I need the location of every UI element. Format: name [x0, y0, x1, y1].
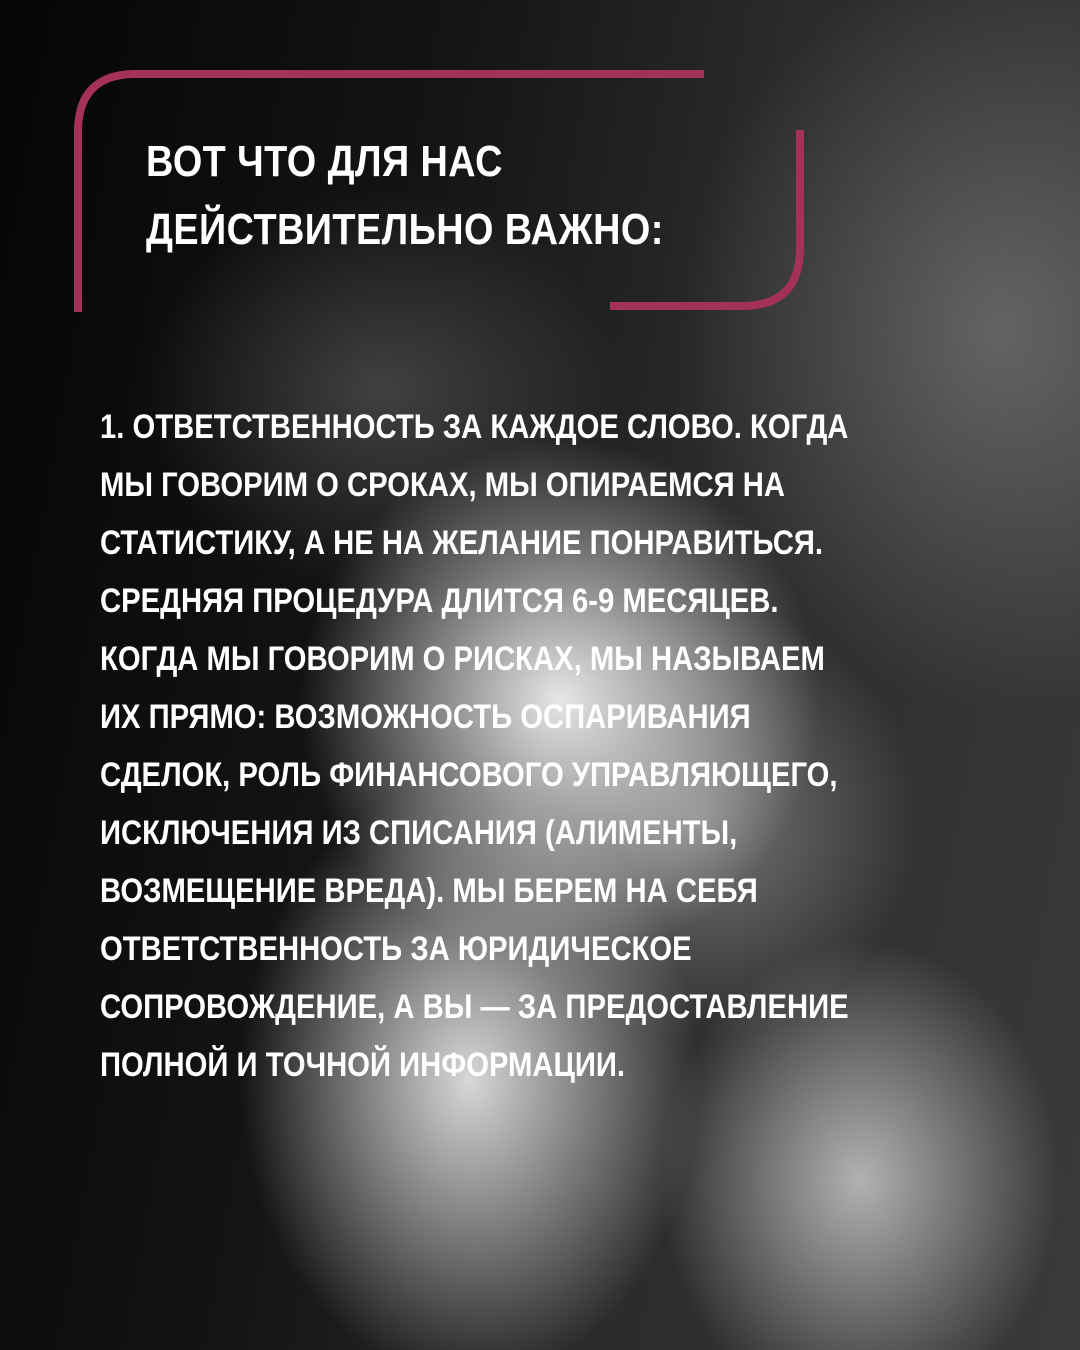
body-paragraph	[100, 398, 977, 1094]
page-title	[146, 128, 696, 264]
body-line-7: СДЕЛОК, РОЛЬ ФИНАНСОВОГО УПРАВЛЯЮЩЕГО,	[100, 756, 838, 794]
body-line-1: 1. ОТВЕТСТВЕННОСТЬ ЗА КАЖДОЕ СЛОВО. КОГДА	[100, 408, 849, 446]
title-line-1: ВОТ ЧТО ДЛЯ НАС	[146, 137, 503, 186]
body-line-5: КОГДА МЫ ГОВОРИМ О РИСКАХ, МЫ НАЗЫВАЕМ	[100, 640, 825, 678]
title-line-2: ДЕЙСТВИТЕЛЬНО ВАЖНО:	[146, 205, 664, 254]
body-line-4: СРЕДНЯЯ ПРОЦЕДУРА ДЛИТСЯ 6-9 МЕСЯЦЕВ.	[100, 582, 779, 620]
body-line-12: ПОЛНОЙ И ТОЧНОЙ ИНФОРМАЦИИ.	[100, 1046, 626, 1084]
body-line-3: СТАТИСТИКУ, А НЕ НА ЖЕЛАНИЕ ПОНРАВИТЬСЯ.	[100, 524, 824, 562]
body-line-2: МЫ ГОВОРИМ О СРОКАХ, МЫ ОПИРАЕМСЯ НА	[100, 466, 786, 504]
body-line-9: ВОЗМЕЩЕНИЕ ВРЕДА). МЫ БЕРЕМ НА СЕБЯ	[100, 872, 758, 910]
body-line-10: ОТВЕТСТВЕННОСТЬ ЗА ЮРИДИЧЕСКОЕ	[100, 930, 692, 968]
body-line-11: СОПРОВОЖДЕНИЕ, А ВЫ — ЗА ПРЕДОСТАВЛЕНИЕ	[100, 988, 849, 1026]
body-line-6: ИХ ПРЯМО: ВОЗМОЖНОСТЬ ОСПАРИВАНИЯ	[100, 698, 751, 736]
body-line-8: ИСКЛЮЧЕНИЯ ИЗ СПИСАНИЯ (АЛИМЕНТЫ,	[100, 814, 738, 852]
